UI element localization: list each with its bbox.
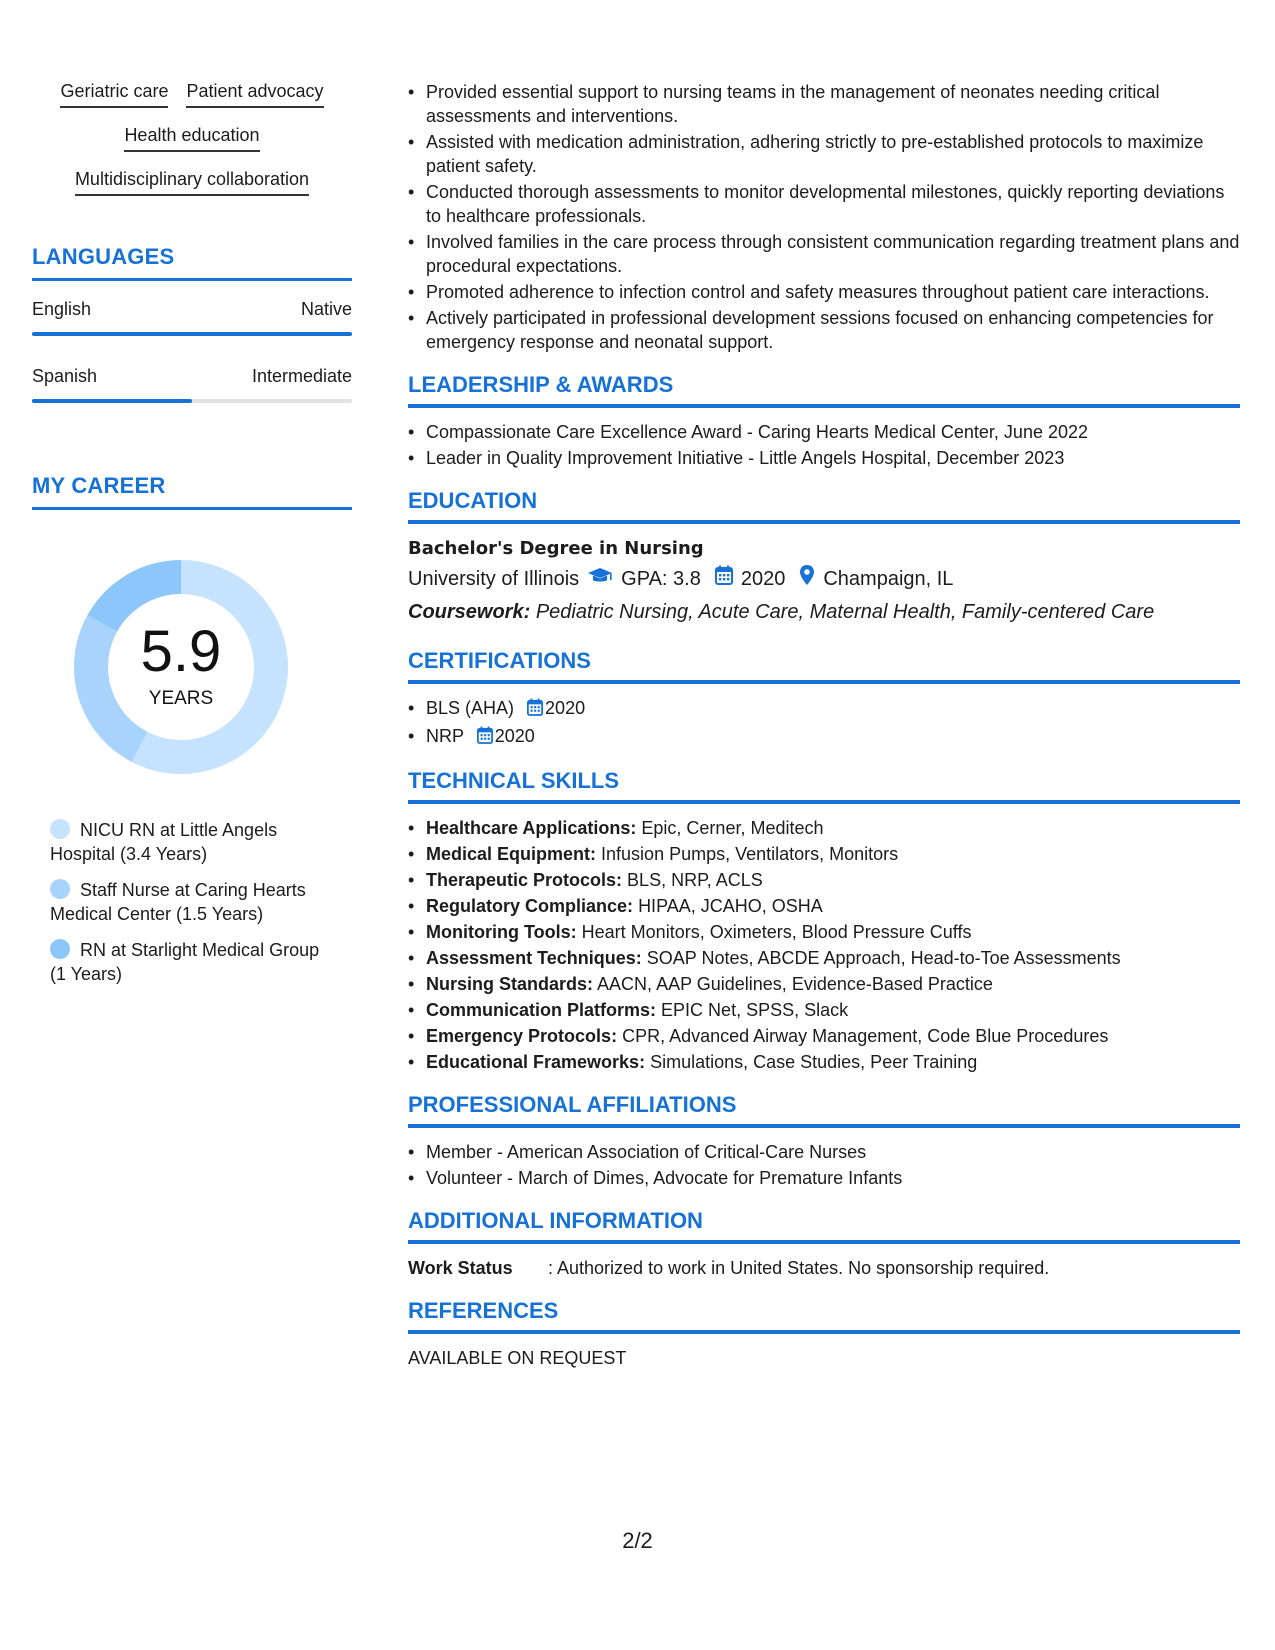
technical-skills-section — [408, 768, 1240, 1074]
skill-value: Epic, Cerner, Meditech — [641, 818, 824, 838]
skill-item — [426, 998, 1240, 1022]
skill-item — [426, 842, 1240, 866]
skill-item — [426, 920, 1240, 944]
section-title: LANGUAGES — [32, 244, 175, 269]
degree-title: Bachelor's Degree in Nursing — [408, 538, 704, 559]
skill-tag: Health education — [124, 124, 259, 152]
certification-item — [426, 724, 1240, 750]
section-divider — [408, 1124, 1240, 1128]
language-item — [32, 299, 352, 336]
section-divider — [408, 800, 1240, 804]
location-pin-icon — [799, 564, 815, 594]
section-divider — [408, 1330, 1240, 1334]
education-location: Champaign, IL — [823, 568, 954, 590]
language-item — [32, 366, 352, 403]
education-details — [408, 564, 1240, 594]
section-divider — [408, 680, 1240, 684]
section-divider — [408, 1240, 1240, 1244]
section-divider — [32, 507, 352, 510]
skill-label: Monitoring Tools: — [426, 922, 577, 942]
award-item: • Compassionate Care Excellence Award - Caring Hearts Medical Center, June 2022 — [426, 420, 1240, 444]
section-divider — [408, 404, 1240, 408]
legend-label: RN at Starlight Medical Group (1 Years) — [50, 940, 320, 984]
coursework-label: Coursework: — [408, 601, 531, 623]
career-unit: YEARS — [148, 688, 214, 709]
circle-icon — [50, 819, 70, 839]
education-section — [408, 488, 1240, 626]
affiliation-item: • Volunteer - March of Dimes, Advocate for Premature Infants — [426, 1166, 1240, 1190]
certification-name: BLS (AHA) — [426, 698, 515, 718]
skill-label: Emergency Protocols: — [426, 1026, 618, 1046]
coursework — [408, 598, 1240, 626]
school-name: University of Illinois — [408, 568, 580, 590]
calendar-icon — [527, 698, 543, 722]
section-title: EDUCATION — [408, 488, 538, 513]
skill-value: SOAP Notes, ABCDE Approach, Head-to-Toe Assessments — [646, 948, 1121, 968]
language-bar-fill — [32, 332, 352, 336]
section-title: LEADERSHIP & AWARDS — [408, 372, 674, 397]
legend-item — [50, 878, 340, 926]
career-legend — [50, 818, 340, 986]
legend-item — [50, 818, 340, 866]
experience-bullet: • Conducted thorough assessments to monitor developmental milestones, quickly reporting deviations to healthcare professionals. — [426, 180, 1240, 228]
skill-label: Nursing Standards: — [426, 974, 594, 994]
career-section — [32, 473, 352, 986]
skill-tag: Geriatric care — [60, 80, 168, 108]
experience-bullet: • Provided essential support to nursing teams in the management of neonates needing critical assessments and interventions. — [426, 80, 1240, 128]
right-column — [408, 80, 1240, 1370]
skill-tag: Multidisciplinary collaboration — [75, 168, 309, 196]
skill-item — [426, 868, 1240, 892]
left-column — [32, 80, 352, 998]
experience-bullet: • Actively participated in professional development sessions focused on enhancing competencies for emergency response and neonatal support. — [426, 306, 1240, 354]
coursework-list: Pediatric Nursing, Acute Care, Maternal Health, Family-centered Care — [535, 601, 1155, 623]
section-title: ADDITIONAL INFORMATION — [408, 1208, 703, 1233]
career-donut-chart — [66, 552, 296, 782]
skill-item — [426, 816, 1240, 840]
graduation-cap-icon — [587, 565, 613, 593]
skill-value: Heart Monitors, Oximeters, Blood Pressure Cuffs — [581, 922, 972, 942]
skill-tags — [32, 80, 352, 196]
section-divider — [32, 278, 352, 281]
skill-value: Simulations, Case Studies, Peer Training — [650, 1052, 978, 1072]
skill-value: CPR, Advanced Airway Management, Code Blue Procedures — [622, 1026, 1109, 1046]
references-text: AVAILABLE ON REQUEST — [408, 1348, 627, 1368]
language-name: English — [32, 299, 92, 319]
skill-label: Educational Frameworks: — [426, 1052, 646, 1072]
skill-value: BLS, NRP, ACLS — [627, 870, 763, 890]
certifications-section — [408, 648, 1240, 750]
language-bar — [32, 332, 352, 336]
circle-icon — [50, 879, 70, 899]
skill-item — [426, 894, 1240, 918]
language-level: Intermediate — [251, 366, 352, 386]
additional-info-section — [408, 1208, 1240, 1280]
skill-item — [426, 1050, 1240, 1074]
skill-value: Infusion Pumps, Ventilators, Monitors — [601, 844, 899, 864]
work-status-row — [408, 1256, 1240, 1280]
award-item: • Leader in Quality Improvement Initiative - Little Angels Hospital, December 2023 — [426, 446, 1240, 470]
circle-icon — [50, 939, 70, 959]
skill-item — [426, 946, 1240, 970]
skill-label: Medical Equipment: — [426, 844, 597, 864]
work-status-label: Work Status — [408, 1258, 513, 1278]
certification-item — [426, 696, 1240, 722]
skill-value: EPIC Net, SPSS, Slack — [661, 1000, 849, 1020]
skill-value: HIPAA, JCAHO, OSHA — [638, 896, 823, 916]
skill-value: AACN, AAP Guidelines, Evidence-Based Practice — [597, 974, 993, 994]
graduation-year: 2020 — [740, 568, 786, 590]
experience-bullet: • Promoted adherence to infection control and safety measures throughout patient care interactions. — [426, 280, 1240, 304]
legend-item — [50, 938, 340, 986]
certification-year: 2020 — [494, 726, 535, 746]
certification-year: 2020 — [545, 698, 586, 718]
references-section — [408, 1298, 1240, 1370]
skill-label: Communication Platforms: — [426, 1000, 657, 1020]
section-title: CERTIFICATIONS — [408, 648, 591, 673]
skill-item — [426, 1024, 1240, 1048]
skill-label: Therapeutic Protocols: — [426, 870, 623, 890]
gpa: GPA: 3.8 — [621, 568, 701, 590]
language-bar — [32, 399, 352, 403]
section-title: MY CAREER — [32, 473, 166, 498]
languages-section — [32, 244, 352, 403]
calendar-icon — [477, 726, 493, 750]
skill-label: Assessment Techniques: — [426, 948, 642, 968]
experience-bullet: • Assisted with medication administration, adhering strictly to pre-established protocols to maximize patient safety. — [426, 130, 1240, 178]
work-status-value: : Authorized to work in United States. No sponsorship required. — [548, 1258, 1050, 1278]
language-bar-fill — [32, 399, 192, 403]
section-title: REFERENCES — [408, 1298, 559, 1323]
skill-tag: Patient advocacy — [186, 80, 323, 108]
skill-item — [426, 972, 1240, 996]
language-level: Native — [300, 299, 352, 319]
career-total: 5.9 — [140, 619, 222, 684]
skill-label: Regulatory Compliance: — [426, 896, 634, 916]
leadership-section — [408, 372, 1240, 470]
skill-label: Healthcare Applications: — [426, 818, 637, 838]
experience-bullet: • Involved families in the care process through consistent communication regarding treatment plans and procedural expectations. — [426, 230, 1240, 278]
calendar-icon — [715, 565, 733, 593]
language-name: Spanish — [32, 366, 98, 386]
legend-label: NICU RN at Little Angels Hospital (3.4 Years) — [50, 820, 278, 864]
page-number: 2/2 — [622, 1528, 653, 1553]
certification-name: NRP — [426, 726, 464, 746]
affiliations-section — [408, 1092, 1240, 1190]
experience-bullets — [408, 80, 1240, 354]
section-divider — [408, 520, 1240, 524]
section-title: TECHNICAL SKILLS — [408, 768, 620, 793]
section-title: PROFESSIONAL AFFILIATIONS — [408, 1092, 737, 1117]
legend-label: Staff Nurse at Caring Hearts Medical Center (1.5 Years) — [50, 880, 306, 924]
affiliation-item: • Member - American Association of Critical-Care Nurses — [426, 1140, 1240, 1164]
